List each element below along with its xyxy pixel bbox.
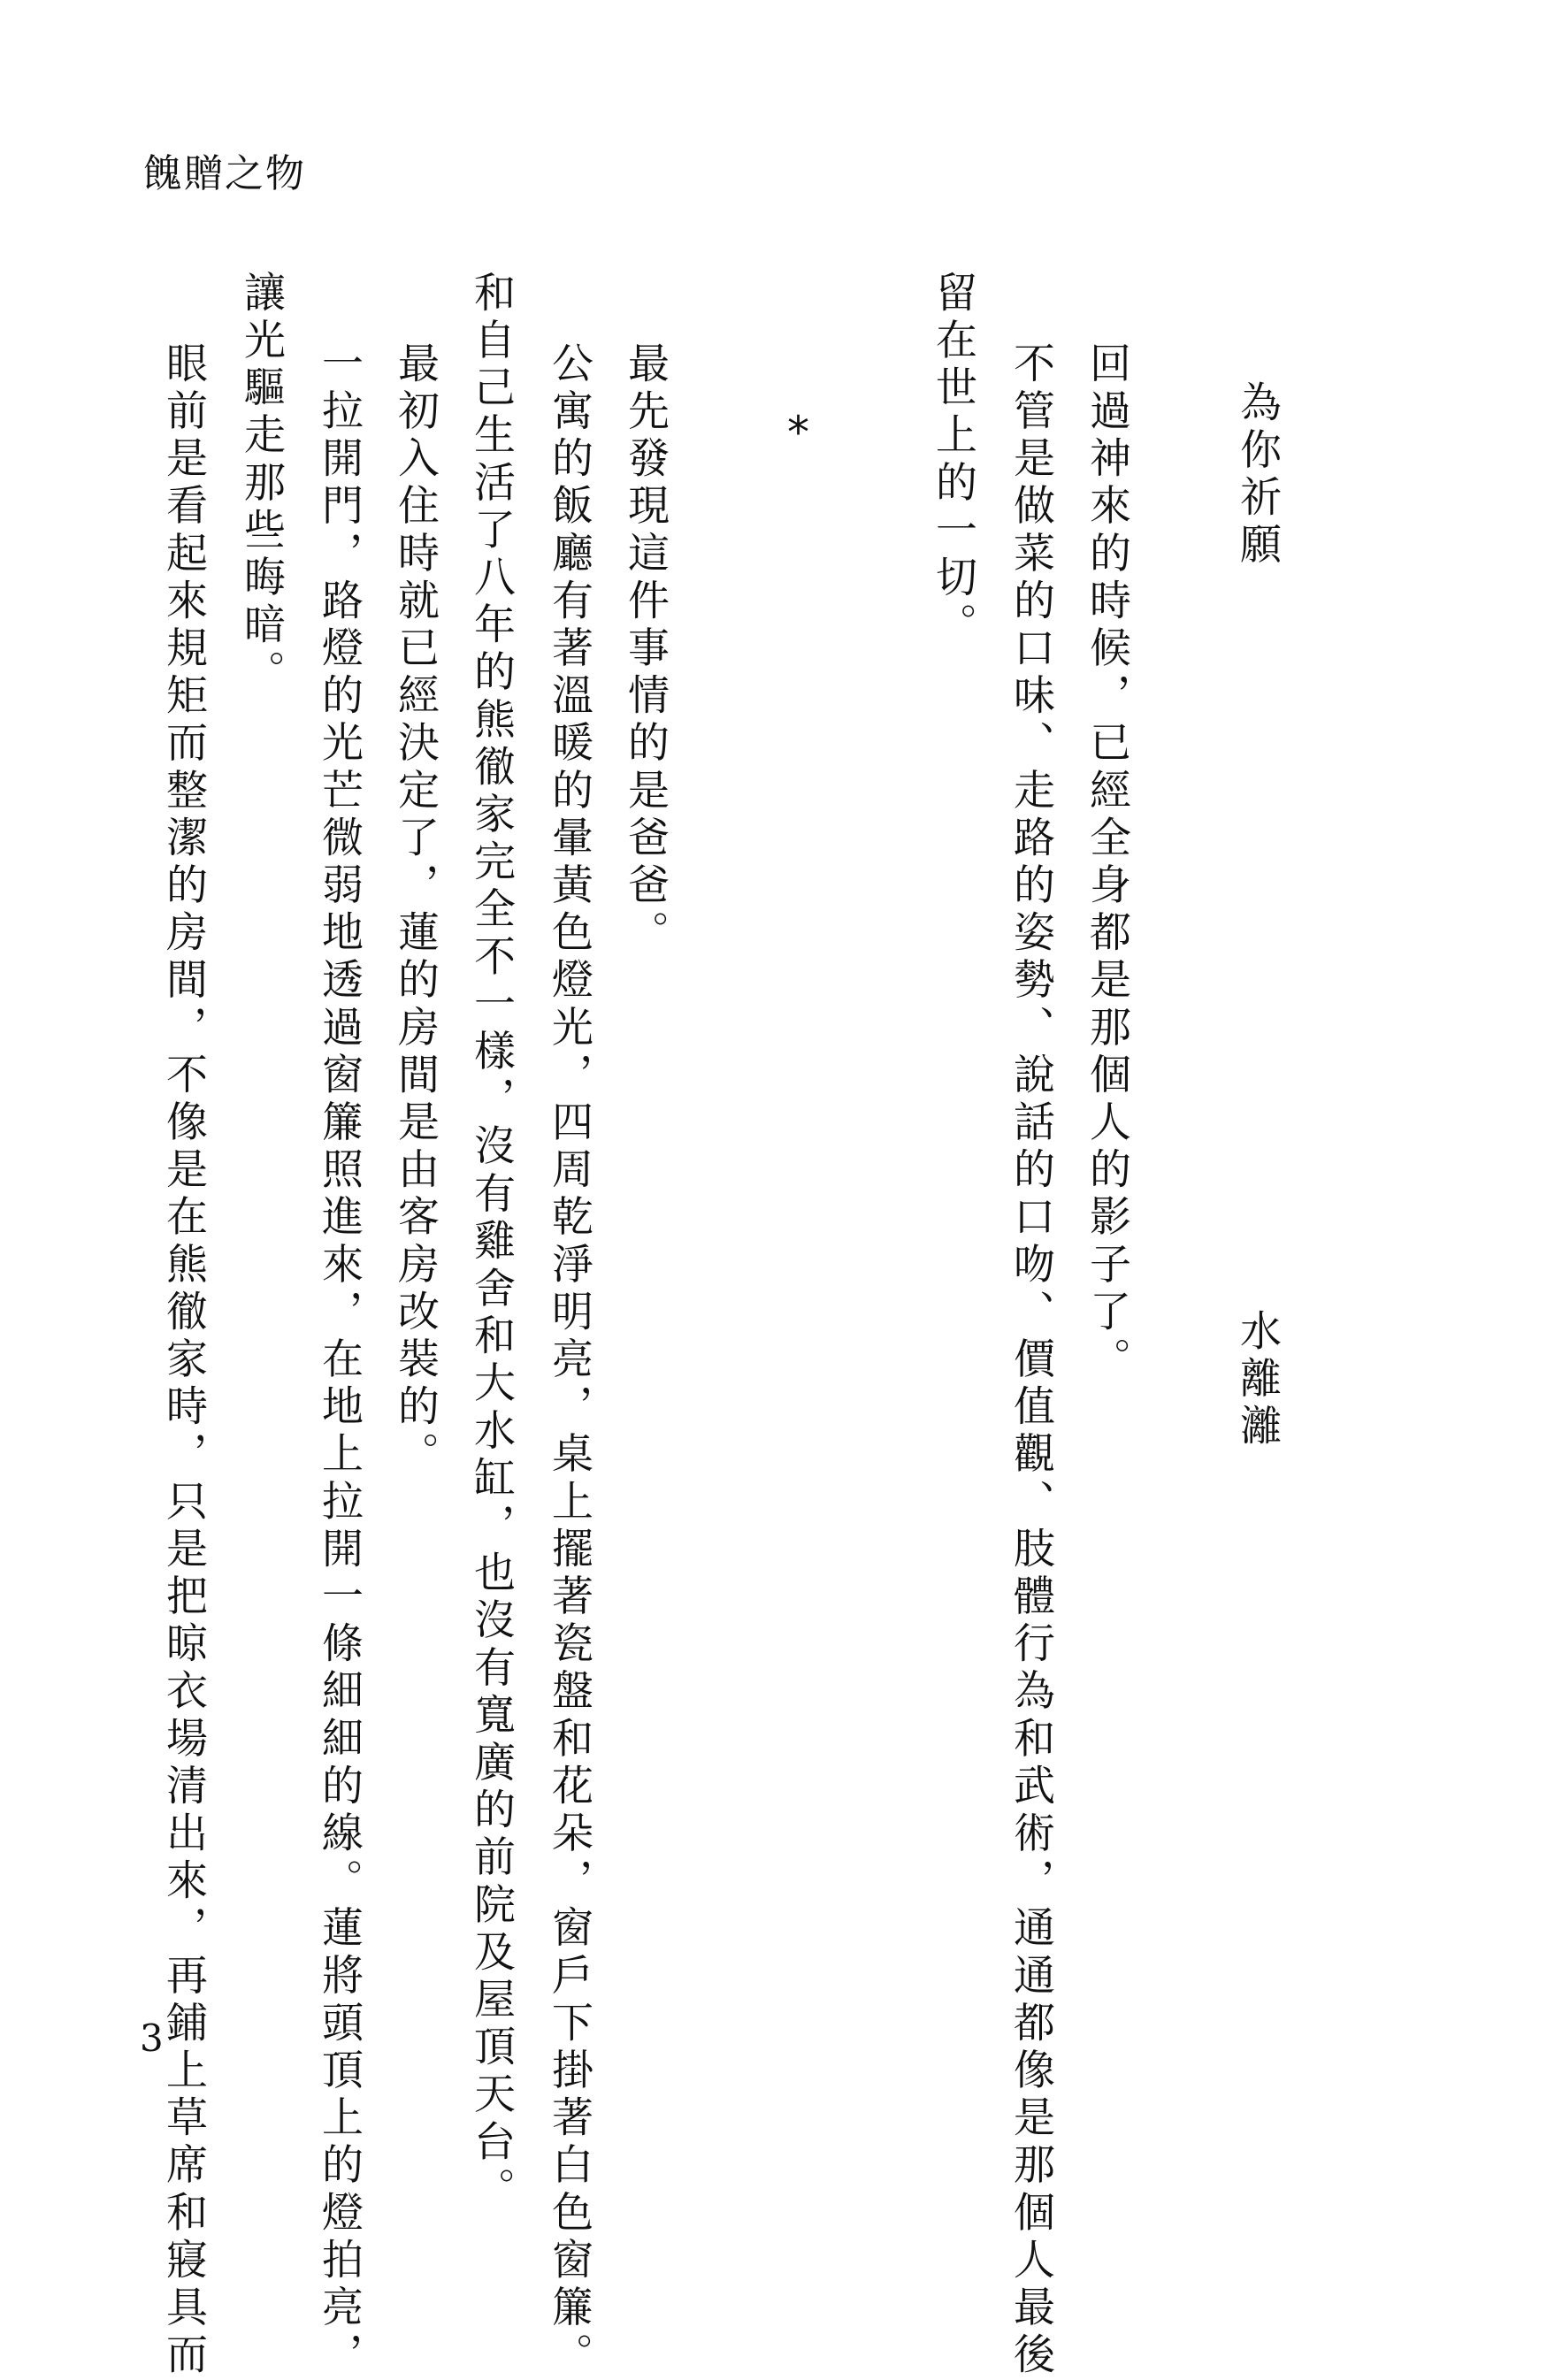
running-header-title: 餽贈之物 xyxy=(143,151,306,196)
body-column-10: 眼前是看起來規矩而整潔的房間，不像是在熊徹家時，只是把晾衣場清出來，再鋪上草席和寢具而 xyxy=(159,341,208,2380)
section-separator: * xyxy=(787,407,809,458)
body-column-6: 和自己生活了八年的熊徹家完全不一樣，沒有雞舍和大水缸，也沒有寬廣的前院及屋頂天台。 xyxy=(467,271,516,2215)
body-column-5: 公寓的飯廳有著溫暖的暈黃色燈光，四周乾淨明亮，桌上擺著瓷盤和花朵，窗戶下掛著白色窗簾。 xyxy=(545,341,594,2380)
body-column-4: 最先發現這件事情的是爸爸。 xyxy=(621,341,670,958)
story-title: 為你祈願 xyxy=(1233,380,1282,570)
body-column-7: 最初入住時就已經決定了，蓮的房間是由客房改裝的。 xyxy=(391,341,440,1480)
body-column-1: 回過神來的時候，已經全身都是那個人的影子了。 xyxy=(1083,341,1131,1385)
story-author: 水離灕 xyxy=(1233,1309,1282,1451)
page-number: 3 xyxy=(140,2016,164,2060)
body-column-3: 留在世上的一切。 xyxy=(929,271,977,650)
body-column-2: 不管是做菜的口味、走路的姿勢、說話的口吻、價值觀、肢體行為和武術，通通都像是那個人最後 xyxy=(1007,341,1055,2380)
body-column-9: 讓光驅走那些晦暗。 xyxy=(237,271,286,698)
body-column-8: 一拉開門，路燈的光芒微弱地透過窗簾照進來，在地上拉開一條細細的線。蓮將頭頂上的燈拍亮， xyxy=(315,341,364,2380)
